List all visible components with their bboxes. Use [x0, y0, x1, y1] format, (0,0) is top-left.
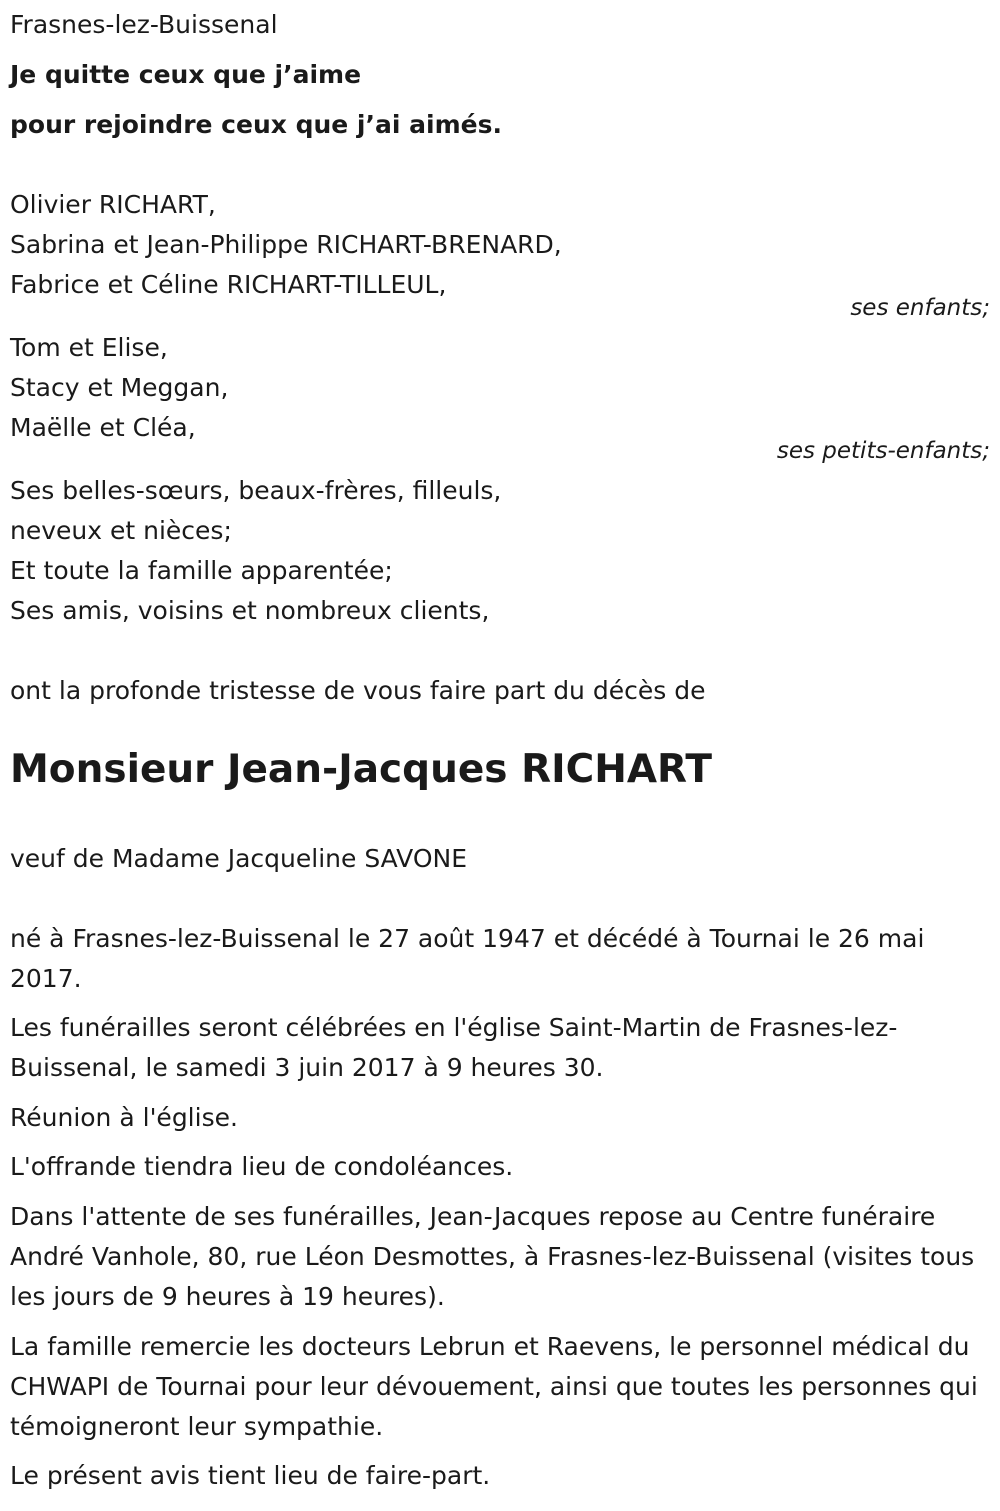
meeting-paragraph: Réunion à l'église.	[10, 1103, 238, 1132]
child-line-3: Fabrice et Céline RICHART-TILLEUL,	[10, 270, 447, 299]
grandchild-line-1: Tom et Elise,	[10, 333, 168, 362]
grandchild-line-3: Maëlle et Cléa,	[10, 413, 196, 442]
children-label: ses enfants;	[850, 295, 990, 321]
offering-paragraph: L'offrande tiendra lieu de condoléances.	[10, 1152, 514, 1181]
spouse-line: veuf de Madame Jacqueline SAVONE	[10, 844, 467, 873]
closing-paragraph: Le présent avis tient lieu de faire-part.	[10, 1461, 491, 1490]
child-line-1: Olivier RICHART,	[10, 190, 216, 219]
grandchild-line-2: Stacy et Meggan,	[10, 373, 229, 402]
child-line-2: Sabrina et Jean-Philippe RICHART-BRENARD,	[10, 230, 562, 259]
others-line-4: Ses amis, voisins et nombreux clients,	[10, 596, 490, 625]
repose-paragraph: Dans l'attente de ses funérailles, Jean-Jacques repose au Centre funéraire André Vanhole, 80, rue Léon Desmottes, à Frasnes-lez-Buissenal (visites tous les jours de 9 heures à 19 heures).	[10, 1202, 975, 1311]
thanks-paragraph: La famille remercie les docteurs Lebrun et Raevens, le personnel médical du CHWAPI de Tournai pour leur dévouement, ainsi que toutes les personnes qui témoigneront leur sympathie.	[10, 1332, 978, 1441]
quote-line-2: pour rejoindre ceux que j’ai aimés.	[10, 110, 502, 139]
location: Frasnes-lez-Buissenal	[10, 10, 278, 39]
deceased-name: Monsieur Jean-Jacques RICHART	[10, 747, 712, 792]
quote-line-1: Je quitte ceux que j’aime	[10, 60, 362, 89]
grandchildren-label: ses petits-enfants;	[776, 438, 990, 464]
others-line-1: Ses belles-sœurs, beaux-frères, filleuls,	[10, 476, 502, 505]
others-line-3: Et toute la famille apparentée;	[10, 556, 393, 585]
birth-death-paragraph: né à Frasnes-lez-Buissenal le 27 août 1947 et décédé à Tournai le 26 mai 2017.	[10, 924, 925, 993]
funeral-paragraph: Les funérailles seront célébrées en l'église Saint-Martin de Frasnes-lez-Buissenal, le samedi 3 juin 2017 à 9 heures 30.	[10, 1013, 898, 1082]
announcement-intro: ont la profonde tristesse de vous faire part du décès de	[10, 676, 706, 705]
others-line-2: neveux et nièces;	[10, 516, 232, 545]
